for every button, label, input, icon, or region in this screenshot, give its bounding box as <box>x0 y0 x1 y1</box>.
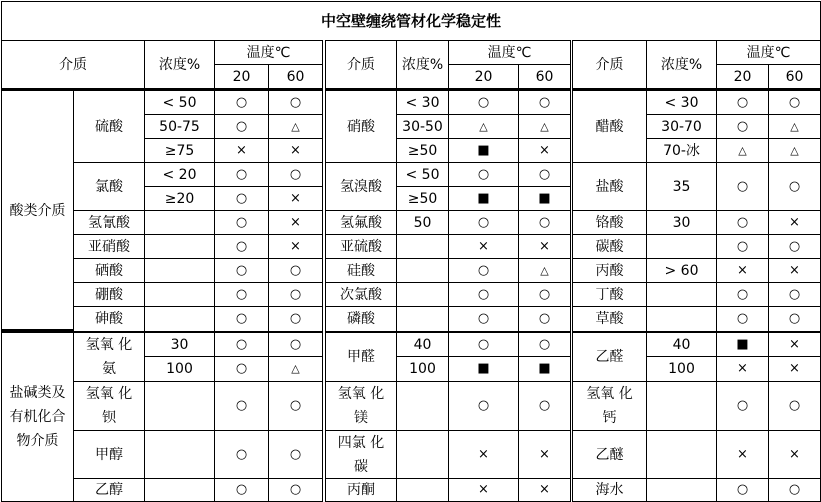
medium-name: 砷酸 <box>73 306 145 332</box>
block-separator <box>570 40 573 502</box>
stability-20-symbol: ○ <box>214 381 269 431</box>
stability-60-symbol: × <box>518 234 571 259</box>
stability-20-symbol: ○ <box>716 234 769 259</box>
stability-60-symbol: ○ <box>518 332 571 357</box>
concentration-value <box>144 478 215 502</box>
stability-20-symbol: ○ <box>214 90 269 115</box>
stability-20-symbol: ○ <box>214 478 269 502</box>
stability-60-symbol: ○ <box>518 162 571 187</box>
medium-name: 草酸 <box>572 306 647 332</box>
stability-60-symbol: × <box>268 186 323 211</box>
concentration-value: 50-75 <box>144 114 215 139</box>
stability-60-symbol: ■ <box>518 186 571 211</box>
medium-name: 氢氰酸 <box>73 210 145 235</box>
stability-60-symbol: ○ <box>268 282 323 307</box>
stability-60-symbol: ○ <box>518 381 571 431</box>
concentration-value <box>396 282 449 307</box>
concentration-value: 40 <box>646 332 717 357</box>
concentration-value: 100 <box>144 356 215 382</box>
stability-60-symbol: × <box>768 332 821 357</box>
stability-20-symbol: ○ <box>448 306 519 332</box>
concentration-value: < 30 <box>396 90 449 115</box>
header-medium: 介质 <box>572 40 647 89</box>
medium-name: 甲醛 <box>325 332 397 382</box>
concentration-value: 30-70 <box>646 114 717 139</box>
stability-60-symbol: ○ <box>268 478 323 502</box>
medium-name: 氢氟酸 <box>325 210 397 235</box>
stability-20-symbol: ○ <box>716 306 769 332</box>
stability-20-symbol: ○ <box>716 282 769 307</box>
header-medium: 介质 <box>1 40 145 89</box>
stability-20-symbol: ○ <box>214 234 269 259</box>
medium-name: 碳酸 <box>572 234 647 259</box>
stability-60-symbol: ○ <box>768 90 821 115</box>
stability-60-symbol: ○ <box>768 478 821 502</box>
table-title: 中空壁缠绕管材化学稳定性 <box>1 1 821 41</box>
stability-20-symbol: ■ <box>448 356 519 382</box>
medium-name: 氢氧 化 钡 <box>73 381 145 431</box>
concentration-value: 30 <box>144 332 215 357</box>
stability-60-symbol: ○ <box>268 332 323 357</box>
stability-20-symbol: ○ <box>214 162 269 187</box>
concentration-value: 70-冰 <box>646 138 717 163</box>
stability-20-symbol: × <box>214 138 269 163</box>
concentration-value: 40 <box>396 332 449 357</box>
concentration-value <box>396 234 449 259</box>
concentration-value <box>396 430 449 479</box>
medium-name: 丁酸 <box>572 282 647 307</box>
stability-60-symbol: ○ <box>518 306 571 332</box>
concentration-value <box>396 381 449 431</box>
stability-60-symbol: △ <box>518 258 571 283</box>
stability-20-symbol: ○ <box>448 210 519 235</box>
stability-20-symbol: ○ <box>214 210 269 235</box>
stability-60-symbol: ○ <box>268 90 323 115</box>
concentration-value: 30 <box>646 210 717 235</box>
medium-name: 乙醇 <box>73 478 145 502</box>
stability-60-symbol: × <box>518 138 571 163</box>
stability-60-symbol: △ <box>768 138 821 163</box>
header-temp-20: 20 <box>214 64 269 89</box>
concentration-value: ≥50 <box>396 138 449 163</box>
stability-60-symbol: ○ <box>518 210 571 235</box>
stability-20-symbol: × <box>448 430 519 479</box>
header-temp-20: 20 <box>448 64 519 89</box>
medium-name: 次氯酸 <box>325 282 397 307</box>
stability-20-symbol: ○ <box>214 282 269 307</box>
stability-60-symbol: ○ <box>768 306 821 332</box>
medium-name: 四氯 化 碳 <box>325 430 397 479</box>
header-concentration: 浓度% <box>144 40 215 89</box>
header-temp-60: 60 <box>768 64 821 89</box>
stability-60-symbol: ○ <box>768 234 821 259</box>
stability-20-symbol: ■ <box>448 138 519 163</box>
concentration-value: 30-50 <box>396 114 449 139</box>
concentration-value <box>144 210 215 235</box>
stability-60-symbol: ○ <box>768 282 821 307</box>
header-temperature: 温度℃ <box>448 40 571 65</box>
stability-60-symbol: ○ <box>268 162 323 187</box>
concentration-value <box>396 478 449 502</box>
stability-20-symbol: ○ <box>214 114 269 139</box>
stability-60-symbol: ○ <box>268 381 323 431</box>
medium-name: 氢氧 化 镁 <box>325 381 397 431</box>
block-separator <box>322 40 326 502</box>
stability-60-symbol: × <box>268 138 323 163</box>
medium-name: 硝酸 <box>325 90 397 163</box>
stability-60-symbol: △ <box>268 114 323 139</box>
stability-60-symbol: △ <box>768 114 821 139</box>
stability-20-symbol: ○ <box>716 162 769 211</box>
concentration-value <box>646 381 717 431</box>
medium-name: 氯酸 <box>73 162 145 211</box>
stability-20-symbol: × <box>716 258 769 283</box>
stability-20-symbol: ○ <box>214 430 269 479</box>
stability-60-symbol: ■ <box>518 356 571 382</box>
header-concentration: 浓度% <box>646 40 717 89</box>
header-temp-60: 60 <box>268 64 323 89</box>
header-medium: 介质 <box>325 40 397 89</box>
concentration-value: 35 <box>646 162 717 211</box>
stability-20-symbol: ○ <box>214 356 269 382</box>
medium-name: 海水 <box>572 478 647 502</box>
concentration-value: 100 <box>396 356 449 382</box>
stability-60-symbol: × <box>268 210 323 235</box>
stability-60-symbol: ○ <box>268 430 323 479</box>
stability-60-symbol: ○ <box>268 258 323 283</box>
stability-20-symbol: ○ <box>716 114 769 139</box>
medium-name: 氢溴酸 <box>325 162 397 211</box>
concentration-value: < 20 <box>144 162 215 187</box>
concentration-value: < 50 <box>144 90 215 115</box>
concentration-value <box>144 282 215 307</box>
concentration-value: < 30 <box>646 90 717 115</box>
stability-20-symbol: ■ <box>448 186 519 211</box>
stability-20-symbol: ○ <box>716 210 769 235</box>
stability-20-symbol: ○ <box>448 282 519 307</box>
stability-60-symbol: × <box>518 430 571 479</box>
stability-60-symbol: × <box>768 210 821 235</box>
stability-60-symbol: ○ <box>768 381 821 431</box>
header-temperature: 温度℃ <box>214 40 323 65</box>
medium-name: 甲醇 <box>73 430 145 479</box>
concentration-value: ≥75 <box>144 138 215 163</box>
medium-name: 醋酸 <box>572 90 647 163</box>
header-temp-20: 20 <box>716 64 769 89</box>
medium-name: 氢氧 化 氨 <box>73 332 145 382</box>
stability-60-symbol: ○ <box>518 90 571 115</box>
stability-20-symbol: ○ <box>214 306 269 332</box>
stability-60-symbol: △ <box>268 356 323 382</box>
stability-20-symbol: ○ <box>716 381 769 431</box>
concentration-value <box>646 306 717 332</box>
medium-name: 丙酸 <box>572 258 647 283</box>
header-temperature: 温度℃ <box>716 40 821 65</box>
stability-20-symbol: ○ <box>214 186 269 211</box>
group-label-acid: 酸类介质 <box>1 90 74 332</box>
medium-name: 亚硫酸 <box>325 234 397 259</box>
stability-20-symbol: △ <box>716 138 769 163</box>
concentration-value: < 50 <box>396 162 449 187</box>
medium-name: 硫酸 <box>73 90 145 163</box>
stability-20-symbol: ○ <box>448 90 519 115</box>
stability-20-symbol: × <box>448 478 519 502</box>
concentration-value <box>144 381 215 431</box>
medium-name: 磷酸 <box>325 306 397 332</box>
medium-name: 硅酸 <box>325 258 397 283</box>
concentration-value <box>144 258 215 283</box>
medium-name: 硼酸 <box>73 282 145 307</box>
stability-20-symbol: × <box>716 430 769 479</box>
medium-name: 盐酸 <box>572 162 647 211</box>
stability-60-symbol: × <box>768 356 821 382</box>
stability-20-symbol: ○ <box>448 381 519 431</box>
concentration-value <box>646 234 717 259</box>
stability-60-symbol: ○ <box>518 282 571 307</box>
stability-20-symbol: × <box>716 356 769 382</box>
medium-name: 乙醚 <box>572 430 647 479</box>
stability-60-symbol: △ <box>518 114 571 139</box>
concentration-value: 100 <box>646 356 717 382</box>
medium-name: 乙醛 <box>572 332 647 382</box>
stability-20-symbol: ○ <box>214 258 269 283</box>
stability-20-symbol: ○ <box>448 258 519 283</box>
concentration-value <box>396 306 449 332</box>
stability-20-symbol: × <box>448 234 519 259</box>
stability-20-symbol: ○ <box>716 478 769 502</box>
concentration-value <box>646 478 717 502</box>
medium-name: 丙酮 <box>325 478 397 502</box>
stability-20-symbol: △ <box>448 114 519 139</box>
concentration-value <box>144 306 215 332</box>
stability-20-symbol: ■ <box>716 332 769 357</box>
concentration-value <box>646 282 717 307</box>
stability-60-symbol: ○ <box>768 162 821 211</box>
concentration-value <box>646 430 717 479</box>
concentration-value <box>144 234 215 259</box>
stability-20-symbol: ○ <box>448 162 519 187</box>
concentration-value: > 60 <box>646 258 717 283</box>
medium-name: 亚硝酸 <box>73 234 145 259</box>
concentration-value: ≥20 <box>144 186 215 211</box>
stability-20-symbol: ○ <box>716 90 769 115</box>
stability-60-symbol: × <box>518 478 571 502</box>
stability-60-symbol: × <box>268 234 323 259</box>
group-label-salt: 盐碱类及有机化合物介质 <box>1 332 74 502</box>
stability-20-symbol: ○ <box>214 332 269 357</box>
medium-name: 铬酸 <box>572 210 647 235</box>
header-concentration: 浓度% <box>396 40 449 89</box>
concentration-value <box>396 258 449 283</box>
stability-60-symbol: ○ <box>268 306 323 332</box>
header-temp-60: 60 <box>518 64 571 89</box>
concentration-value <box>144 430 215 479</box>
medium-name: 硒酸 <box>73 258 145 283</box>
stability-20-symbol: ○ <box>448 332 519 357</box>
stability-60-symbol: × <box>768 258 821 283</box>
concentration-value: ≥50 <box>396 186 449 211</box>
stability-60-symbol: × <box>768 430 821 479</box>
medium-name: 氢氧 化 钙 <box>572 381 647 431</box>
concentration-value: 50 <box>396 210 449 235</box>
